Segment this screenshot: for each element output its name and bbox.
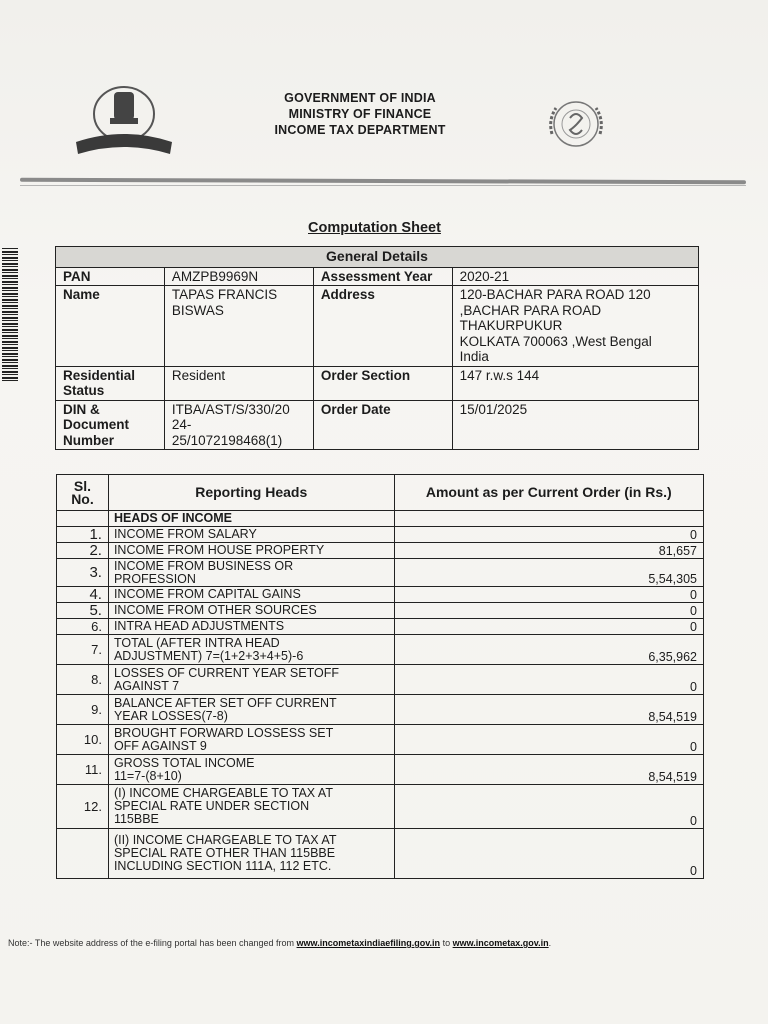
row-head-line: BALANCE AFTER SET OFF CURRENT — [113, 695, 337, 710]
row-amount: 0 — [394, 785, 703, 829]
table-row — [57, 665, 704, 695]
residential-label-line-2: Status — [63, 383, 105, 398]
row-reporting-head — [108, 665, 394, 695]
row-amount: 0 — [394, 527, 703, 543]
table-row — [57, 559, 704, 587]
page-title: Computation Sheet — [308, 220, 441, 236]
pan-label: PAN — [56, 267, 165, 286]
header-line-3: INCOME TAX DEPARTMENT — [274, 123, 446, 137]
row-amount: 0 — [394, 587, 703, 603]
row-sl-no: 3. — [57, 559, 109, 587]
barcode-strip — [2, 248, 18, 382]
residential-status-value: Resident — [164, 366, 313, 400]
row-reporting-head — [108, 619, 394, 635]
row-head-line: (II) INCOME CHARGEABLE TO TAX AT — [113, 833, 337, 847]
row-sl-no: 4. — [57, 587, 109, 603]
computation-table-body — [57, 475, 704, 879]
table-row — [57, 603, 704, 619]
department-header — [250, 90, 470, 138]
computation-header-row — [57, 475, 704, 511]
header-rule-thin — [20, 185, 746, 186]
row-reporting-head — [108, 695, 394, 725]
assessment-year-value: 2020-21 — [452, 267, 698, 286]
row-sl-no — [57, 829, 109, 879]
table-row — [57, 785, 704, 829]
sl-no-header-line-2: No. — [71, 490, 94, 507]
income-tax-emblem-left — [66, 82, 182, 162]
row-reporting-head — [108, 543, 394, 559]
row-amount: 81,657 — [394, 543, 703, 559]
row-sl-no: 6. — [57, 619, 109, 635]
address-line-4: KOLKATA 700063 ,West Bengal — [459, 333, 652, 349]
row-reporting-head — [108, 755, 394, 785]
amount-header: Amount as per Current Order (in Rs.) — [394, 475, 703, 511]
row-head-line: INCLUDING SECTION 111A, 112 ETC. — [113, 859, 332, 873]
address-line-5: India — [459, 349, 489, 364]
header-rule — [20, 178, 746, 185]
row-amount: 0 — [394, 603, 703, 619]
order-section-value: 147 r.w.s 144 — [452, 366, 698, 400]
row-sl-no: 8. — [57, 665, 109, 695]
pan-row — [56, 267, 699, 286]
din-label-line-3: Number — [63, 432, 115, 448]
row-head-line: SPECIAL RATE UNDER SECTION — [113, 799, 310, 813]
name-row — [56, 286, 699, 367]
table-row — [57, 829, 704, 879]
table-row — [57, 619, 704, 635]
sl-no-header-line-1: Sl. — [73, 477, 92, 494]
section-amount-cell — [394, 511, 703, 527]
residential-label-line-1: Residential — [63, 367, 136, 383]
note-mid: to — [442, 938, 451, 948]
general-details-table — [55, 246, 699, 450]
row-reporting-head — [108, 559, 394, 587]
computation-table — [56, 474, 704, 879]
din-label-line-2: Document — [63, 417, 130, 432]
address-line-3: THAKURPUKUR — [459, 318, 563, 333]
row-head-line: (I) INCOME CHARGEABLE TO TAX AT — [113, 786, 333, 800]
row-reporting-head — [108, 725, 394, 755]
section-row — [57, 511, 704, 527]
row-head-line: INCOME FROM CAPITAL GAINS — [113, 587, 301, 601]
row-amount: 8,54,519 — [394, 695, 703, 725]
row-sl-no: 9. — [57, 695, 109, 725]
row-head-line: ADJUSTMENT) 7=(1+2+3+4+5)-6 — [113, 648, 304, 663]
reporting-heads-header: Reporting Heads — [108, 475, 394, 511]
name-line-1: TAPAS FRANCIS — [171, 287, 278, 302]
row-reporting-head — [108, 587, 394, 603]
row-sl-no: 5. — [57, 603, 109, 619]
row-reporting-head — [108, 635, 394, 665]
row-reporting-head — [108, 785, 394, 829]
row-amount: 0 — [394, 725, 703, 755]
row-reporting-head — [108, 829, 394, 879]
residential-status-label — [56, 366, 165, 400]
row-sl-no: 10. — [57, 725, 109, 755]
name-value — [164, 286, 313, 367]
row-head-line: 115BBE — [113, 812, 159, 826]
faceless-assessment-logo — [530, 80, 622, 176]
old-portal-link[interactable]: www.incometaxindiaefiling.gov.in — [296, 938, 441, 948]
address-line-1: 120-BACHAR PARA ROAD 120 — [459, 287, 651, 302]
table-row — [57, 543, 704, 559]
row-head-line: TOTAL (AFTER INTRA HEAD — [113, 635, 280, 650]
din-label — [56, 400, 165, 450]
row-head-line: INTRA HEAD ADJUSTMENTS — [113, 619, 285, 633]
din-line-3: 25/1072198468(1) — [171, 432, 283, 448]
order-date-label: Order Date — [313, 400, 452, 450]
pan-value: AMZPB9969N — [164, 267, 313, 286]
new-portal-link[interactable]: www.incometax.gov.in — [452, 938, 549, 948]
row-head-line: SPECIAL RATE OTHER THAN 115BBE — [113, 846, 336, 860]
header-line-2: MINISTRY OF FINANCE — [288, 107, 432, 121]
table-row — [57, 635, 704, 665]
row-sl-no: 2. — [57, 543, 109, 559]
residential-row — [56, 366, 699, 400]
table-row — [57, 755, 704, 785]
row-sl-no: 7. — [57, 635, 109, 665]
row-amount: 0 — [394, 619, 703, 635]
row-amount: 0 — [394, 829, 703, 879]
row-sl-no: 1. — [57, 527, 109, 543]
row-head-line: PROFESSION — [113, 571, 196, 586]
row-amount: 5,54,305 — [394, 559, 703, 587]
address-line-2: ,BACHAR PARA ROAD — [459, 302, 602, 318]
name-line-2: BISWAS — [171, 302, 224, 318]
din-row — [56, 400, 699, 450]
order-section-label: Order Section — [313, 366, 452, 400]
note-prefix: Note:- The website address of the e-filing portal has been changed from — [8, 938, 295, 948]
table-row — [57, 527, 704, 543]
general-details-header-row — [56, 247, 699, 268]
order-date-value: 15/01/2025 — [452, 400, 698, 450]
general-details-heading: General Details — [56, 247, 699, 268]
table-row — [57, 587, 704, 603]
row-head-line: BROUGHT FORWARD LOSSESS SET — [113, 725, 334, 740]
row-head-line: INCOME FROM BUSINESS OR — [113, 558, 294, 573]
row-head-line: 11=7-(8+10) — [113, 768, 182, 783]
assessment-year-label: Assessment Year — [313, 267, 452, 286]
header-line-1: GOVERNMENT OF INDIA — [284, 91, 436, 105]
row-sl-no: 11. — [57, 755, 109, 785]
row-reporting-head — [108, 527, 394, 543]
sl-no-header — [57, 475, 109, 511]
row-head-line: INCOME FROM OTHER SOURCES — [113, 603, 317, 617]
name-label: Name — [56, 286, 165, 367]
address-label: Address — [313, 286, 452, 367]
section-sl-cell — [57, 511, 109, 527]
table-row — [57, 695, 704, 725]
din-line-1: ITBA/AST/S/330/20 — [171, 401, 290, 417]
row-amount: 6,35,962 — [394, 635, 703, 665]
din-value — [164, 400, 313, 450]
row-amount: 8,54,519 — [394, 755, 703, 785]
row-head-line: YEAR LOSSES(7-8) — [113, 708, 228, 723]
row-head-line: LOSSES OF CURRENT YEAR SETOFF — [113, 665, 340, 680]
row-head-line: GROSS TOTAL INCOME — [113, 755, 255, 770]
note-suffix: . — [548, 938, 552, 948]
row-head-line: INCOME FROM SALARY — [113, 527, 257, 541]
table-row — [57, 725, 704, 755]
address-value — [452, 286, 698, 367]
row-sl-no: 12. — [57, 785, 109, 829]
footer-note — [8, 938, 551, 948]
row-reporting-head — [108, 603, 394, 619]
din-label-line-1: DIN & — [63, 401, 100, 417]
row-head-line: INCOME FROM HOUSE PROPERTY — [113, 543, 325, 557]
row-head-line: OFF AGAINST 9 — [113, 738, 207, 753]
row-amount: 0 — [394, 665, 703, 695]
heads-of-income-label: HEADS OF INCOME — [108, 511, 394, 527]
row-head-line: AGAINST 7 — [113, 678, 180, 693]
din-line-2: 24- — [171, 417, 192, 432]
